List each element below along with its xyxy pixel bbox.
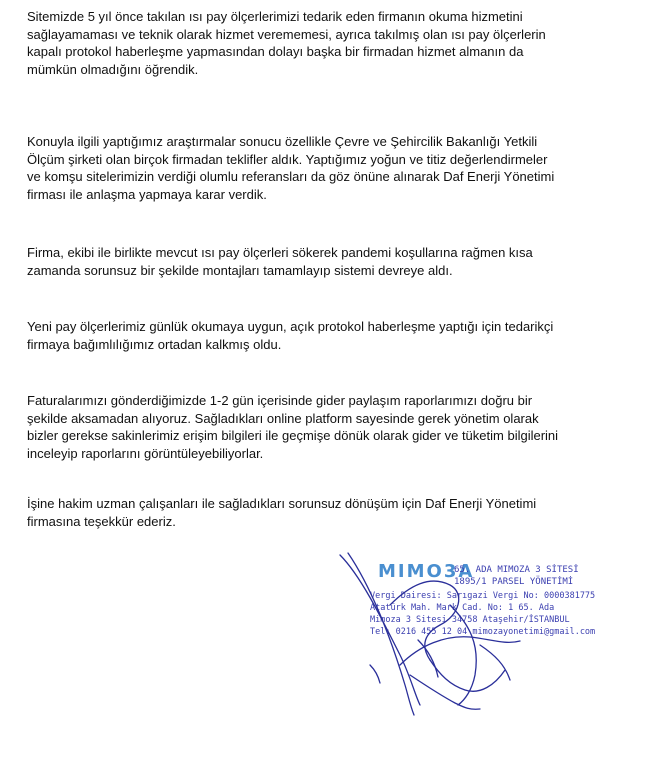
text-line: sağlayamaması ve teknik olarak hizmet verememesi, ayrıca takılmış olan ısı pay ölçerlerin	[27, 26, 546, 42]
text-line: Ölçüm şirketi olan birçok firmadan teklifler aldık. Yaptığımız yoğun ve titiz değerlendirmeler	[27, 151, 548, 167]
stamp-line: 65. ADA MIMOZA 3 SİTESİ	[454, 565, 579, 575]
paragraph-thanks	[27, 495, 633, 530]
paragraph-research	[27, 133, 633, 203]
paragraph-previous-supplier	[27, 8, 633, 78]
paragraph-reports	[27, 392, 633, 462]
text-line: ve komşu sitelerimizin verdiği olumlu referansları da göz önüne alınarak Daf Enerji Yönetimi	[27, 169, 555, 184]
paragraph-installation	[27, 244, 633, 279]
stamp-line: Tel: 0216 455 12 04 mimozayonetimi@gmail.com	[370, 627, 596, 637]
text-line: şekilde aksamadan alıyoruz. Sağladıkları online platform sayesinde gerek yönetim olarak	[27, 410, 539, 426]
text-line: Sitemizde 5 yıl önce takılan ısı pay ölçerlerimizi tedarik eden firmanın okuma hizmetini	[27, 9, 523, 24]
text-line: kapalı protokol haberleşme yapmasından dolayı başka bir firmadan hizmet almanın da	[27, 44, 524, 59]
text-line: Firma, ekibi ile birlikte mevcut ısı pay ölçerleri sökerek pandemi koşullarına rağmen kısa	[27, 245, 533, 260]
text-line: Faturalarımızı gönderdiğimizde 1-2 gün içerisinde gider paylaşım raporlarımızı doğru bir	[27, 393, 533, 408]
text-line: İşine hakim uzman çalışanları ile sağladıkları sorunsuz dönüşüm için Daf Enerji Yönetimi	[27, 496, 537, 511]
text-line: inceleyip raporlarını görüntüleyebiliyorlar.	[27, 445, 264, 461]
text-line: bizler gerekse sakinlerimiz erişim bilgileri ile geçmişe dönük olarak gider ve tüketim bilgilerini	[27, 428, 559, 443]
paragraph-new-meters	[27, 318, 633, 353]
text-line: firmaya bağımlılığımız ortadan kalkmış oldu.	[27, 336, 282, 352]
text-line: firması ile anlaşma yapmaya karar verdik.	[27, 186, 267, 202]
text-line: zamanda sorunsuz bir şekilde montajları tamamlayıp sistemi devreye aldı.	[27, 262, 453, 278]
company-stamp	[330, 545, 630, 725]
stamp-line: Atatürk Mah. Mark Cad. No: 1 65. Ada	[370, 603, 555, 613]
stamp-line: Vergi Dairesi: Sarıgazi Vergi No: 0000381775	[370, 591, 596, 601]
stamp-line: 1895/1 PARSEL YÖNETİMİ	[454, 577, 574, 587]
text-line: Yeni pay ölçerlerimiz günlük okumaya uygun, açık protokol haberleşme yaptığı için tedarikçi	[27, 319, 554, 334]
stamp-line: Mimoza 3 Sitesi 34758 Ataşehir/İSTANBUL	[370, 615, 570, 625]
text-line: firmasına teşekkür ederiz.	[27, 513, 176, 529]
text-line: mümkün olmadığını öğrendik.	[27, 61, 199, 77]
handwritten-signature	[330, 545, 630, 725]
text-line: Konuyla ilgili yaptığımız araştırmalar sonucu özellikle Çevre ve Şehircilik Bakanlığı Yetkili	[27, 134, 538, 149]
stamp-logo: MIMO3A	[378, 561, 475, 582]
